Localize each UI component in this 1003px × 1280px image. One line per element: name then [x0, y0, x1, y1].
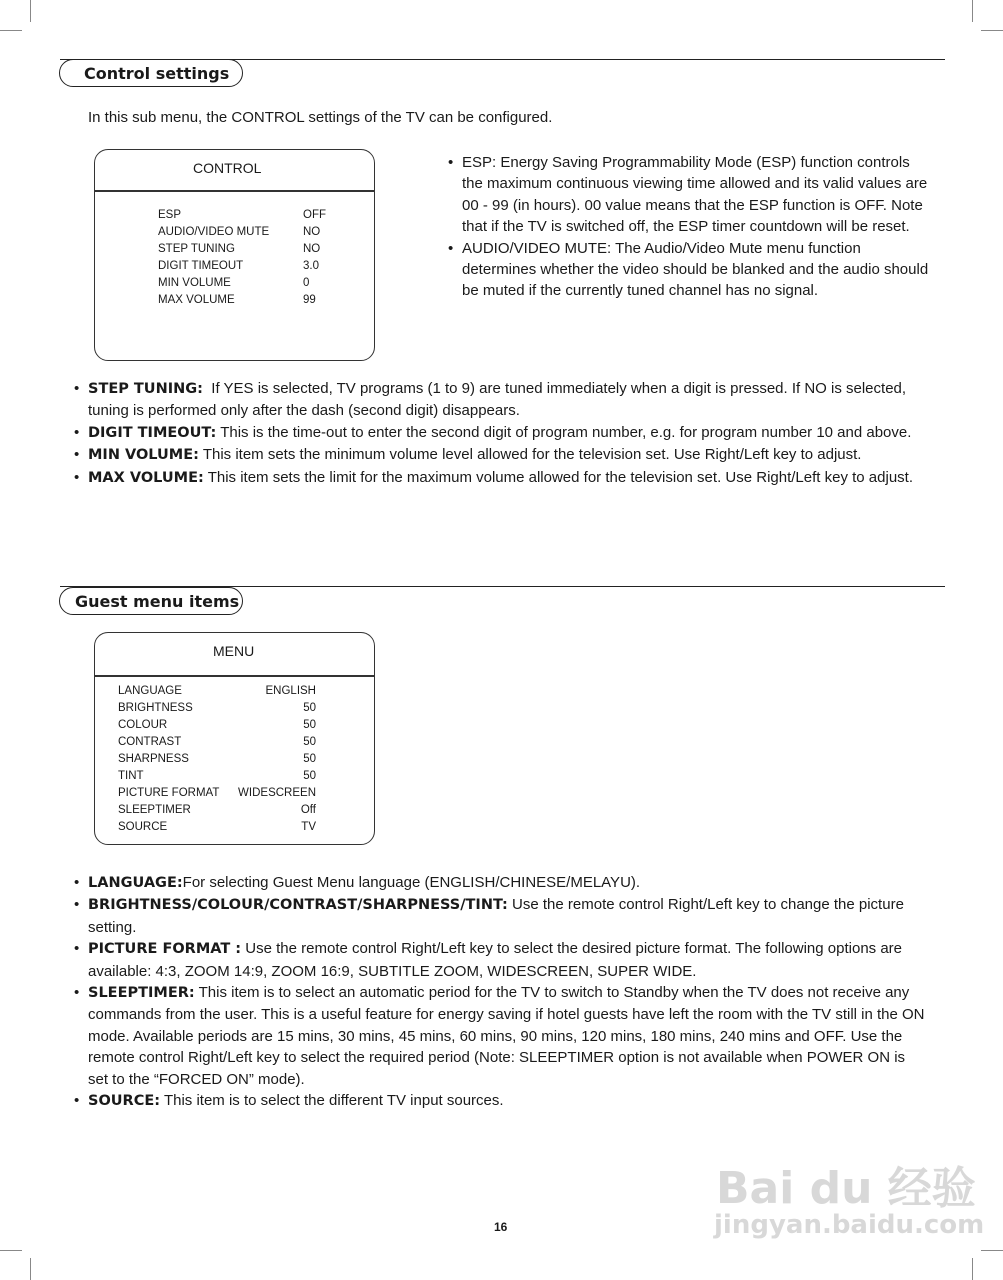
osd-row-value: 3.0: [303, 260, 319, 272]
osd-row-value: OFF: [303, 209, 326, 221]
control-side-bullets: [448, 152, 932, 302]
osd-row: [158, 224, 358, 241]
osd-row-label: MAX VOLUME: [158, 294, 235, 306]
list-item: • MAX VOLUME: This item sets the limit for the maximum volume allowed for the television set. Use Right/Left key to adjust.: [74, 468, 913, 486]
intro-text: In this sub menu, the CONTROL settings of the TV can be configured.: [88, 109, 553, 126]
osd-row-label: DIGIT TIMEOUT: [158, 260, 244, 272]
control-bullets: [74, 378, 933, 489]
bullet-text: This item is to select an automatic period for the TV to switch to Standby when the TV does not receive any commands from the user. This is a useful feature for energy saving if hotel guests have left the room with the TV still in the ON mode. Available periods are 15 mins, 30 mins, 45 mins, 60 mins, 90 mins, 120 mins, 180 mins, 240 mins and OFF. Use the remote control Right/Left key to select the required period (Note: SLEEPTIMER option is not available when POWER ON is set to the “FORCED ON” mode).: [88, 984, 925, 1088]
osd-row: [158, 207, 358, 224]
guest-bullets: [74, 872, 928, 1112]
crop-mark: [30, 0, 31, 22]
crop-mark: [972, 1258, 973, 1280]
watermark-url: jingyan.baidu.com: [714, 1210, 985, 1240]
bullet-term: MIN VOLUME:: [88, 447, 199, 464]
bullet-term: DIGIT TIMEOUT:: [88, 424, 217, 441]
osd-row: [118, 802, 318, 819]
list-item: • AUDIO/VIDEO MUTE: The Audio/Video Mute menu function determines whether the video should be blanked and the audio should be muted if the currently tuned channel has no signal.: [448, 239, 929, 300]
osd-row-value: 50: [303, 753, 316, 765]
bullet-term: STEP TUNING:: [88, 381, 203, 397]
bullet-text: Use the remote control Right/Left key to change the picture setting.: [88, 896, 904, 936]
osd-title: MENU: [213, 643, 255, 659]
page-number: 16: [494, 1220, 508, 1234]
osd-row-value: 50: [303, 702, 316, 714]
bullet-text: This is the time-out to enter the second digit of program number, e.g. for program number 10 and above.: [216, 423, 912, 441]
bullet-text: If YES is selected, TV programs (1 to 9) are tuned immediately when a digit is pressed. If NO is selected, tuning is performed only after the dash (second digit) disappears.: [88, 380, 911, 420]
osd-row-label: ESP: [158, 209, 182, 221]
crop-mark: [0, 30, 22, 31]
crop-mark: [981, 1250, 1003, 1251]
osd-row-value: NO: [303, 243, 321, 255]
list-item: • BRIGHTNESS/COLOUR/CONTRAST/SHARPNESS/TINT: Use the remote control Right/Left key to change the picture setting.: [74, 896, 904, 936]
osd-row-value: 50: [303, 736, 316, 748]
osd-row-label: SLEEPTIMER: [118, 804, 191, 816]
bullet-text: For selecting Guest Menu language (ENGLISH/CHINESE/MELAYU).: [182, 874, 641, 891]
watermark-logo: Bai du 经验: [716, 1163, 976, 1214]
osd-row-label: COLOUR: [118, 719, 168, 731]
osd-row-label: BRIGHTNESS: [118, 702, 193, 714]
osd-row: [118, 751, 318, 768]
osd-row-value: 50: [303, 770, 316, 782]
bullet-text-av-mute: AUDIO/VIDEO MUTE: The Audio/Video Mute menu function determines whether the video should be blanked and the audio should be muted if the currently tuned channel has no signal.: [462, 239, 929, 300]
osd-row-value: TV: [301, 821, 316, 833]
osd-row: [158, 292, 358, 309]
bullet-term: BRIGHTNESS/COLOUR/CONTRAST/SHARPNESS/TINT:: [88, 897, 508, 914]
list-item: • MIN VOLUME: This item sets the minimum volume level allowed for the television set. Use Right/Left key to adjust.: [74, 446, 862, 464]
osd-row: [158, 258, 358, 275]
osd-row: [118, 734, 318, 751]
bullet-term: LANGUAGE:: [88, 875, 183, 891]
list-item: • DIGIT TIMEOUT: This is the time-out to enter the second digit of program number, e.g. for program number 10 and above.: [74, 423, 912, 441]
osd-row: [118, 785, 318, 802]
osd-row-label: STEP TUNING: [158, 243, 235, 255]
list-item: • PICTURE FORMAT : Use the remote control Right/Left key to select the desired picture format. The following options are available: 4:3, ZOOM 14:9, ZOOM 16:9, SUBTITLE ZOOM, WIDESCREEN, SUPER WIDE.: [74, 940, 903, 980]
osd-row: [118, 717, 318, 734]
crop-mark: [0, 1250, 22, 1251]
list-item: • STEP TUNING: If YES is selected, TV programs (1 to 9) are tuned immediately when a digit is pressed. If NO is selected, tuning is performed only after the dash (second digit) disappears.: [74, 380, 911, 420]
section-heading-control: Control settings: [59, 59, 243, 87]
osd-row-label: LANGUAGE: [118, 685, 182, 697]
osd-row-label: SOURCE: [118, 821, 168, 833]
bullet-text-esp: ESP: Energy Saving Programmability Mode (ESP) function controls the maximum continuous viewing time allowed and its valid values are 00 - 99 (in hours). 00 value means that the ESP function is OFF. Note that if the TV is switched off, the ESP timer countdown will be reset.: [462, 154, 928, 236]
osd-divider: [95, 675, 374, 677]
osd-divider: [95, 190, 374, 192]
list-item: • SOURCE: This item is to select the different TV input sources.: [74, 1092, 504, 1110]
osd-row-value: WIDESCREEN: [238, 787, 316, 799]
guest-osd-panel: [94, 632, 375, 845]
osd-row-value: ENGLISH: [265, 685, 316, 697]
bullet-text: This item sets the minimum volume level allowed for the television set. Use Right/Left key to adjust.: [198, 446, 862, 464]
osd-row-label: PICTURE FORMAT: [118, 787, 220, 799]
osd-title: CONTROL: [193, 160, 262, 176]
osd-row-value: 50: [303, 719, 316, 731]
section-heading-guest: Guest menu items: [59, 587, 243, 615]
osd-row-value: 0: [303, 277, 310, 289]
list-item: • SLEEPTIMER: This item is to select an automatic period for the TV to switch to Standby when the TV does not receive any commands from the user. This is a useful feature for energy saving if hotel guests have left the room with the TV still in the ON mode. Available periods are 15 mins, 30 mins, 45 mins, 60 mins, 90 mins, 120 mins, 180 mins, 240 mins and OFF. Use the remote control Right/Left key to select the required period (Note: SLEEPTIMER option is not available when POWER ON is set to the “FORCED ON” mode).: [74, 984, 925, 1088]
bullet-term: MAX VOLUME:: [88, 469, 204, 486]
crop-mark: [972, 0, 973, 22]
bullet-term: PICTURE FORMAT :: [88, 941, 242, 958]
osd-row-value: 99: [303, 294, 316, 306]
bullet-text: Use the remote control Right/Left key to select the desired picture format. The following options are available: 4:3, ZOOM 14:9, ZOOM 16:9, SUBTITLE ZOOM, WIDESCREEN, SUPER WIDE.: [88, 940, 903, 980]
osd-row-value: Off: [300, 804, 316, 816]
bullet-term: SOURCE:: [88, 1093, 161, 1110]
osd-row: [158, 275, 358, 292]
osd-row-value: NO: [303, 226, 321, 238]
bullet-text: This item is to select the different TV input sources.: [160, 1092, 504, 1110]
bullet-text: This item sets the limit for the maximum volume allowed for the television set. Use Right/Left key to adjust.: [203, 468, 913, 486]
osd-row-label: MIN VOLUME: [158, 277, 231, 289]
control-osd-panel: [94, 149, 375, 361]
osd-row: [118, 683, 318, 700]
bullet-term: SLEEPTIMER:: [88, 985, 195, 1002]
crop-mark: [30, 1258, 31, 1280]
osd-row: [118, 768, 318, 785]
list-item: • ESP: Energy Saving Programmability Mode (ESP) function controls the maximum continuous viewing time allowed and its valid values are 00 - 99 (in hours). 00 value means that the ESP function is OFF. Note that if the TV is switched off, the ESP timer countdown will be reset.: [448, 154, 928, 236]
osd-row: [118, 819, 318, 836]
crop-mark: [981, 30, 1003, 31]
osd-row-label: SHARPNESS: [118, 753, 189, 765]
osd-row: [158, 241, 358, 258]
list-item: • LANGUAGE:For selecting Guest Menu language (ENGLISH/CHINESE/MELAYU).: [74, 874, 641, 891]
osd-row: [118, 700, 318, 717]
osd-row-label: TINT: [118, 770, 144, 782]
osd-row-label: AUDIO/VIDEO MUTE: [158, 226, 270, 238]
osd-row-label: CONTRAST: [118, 736, 182, 748]
